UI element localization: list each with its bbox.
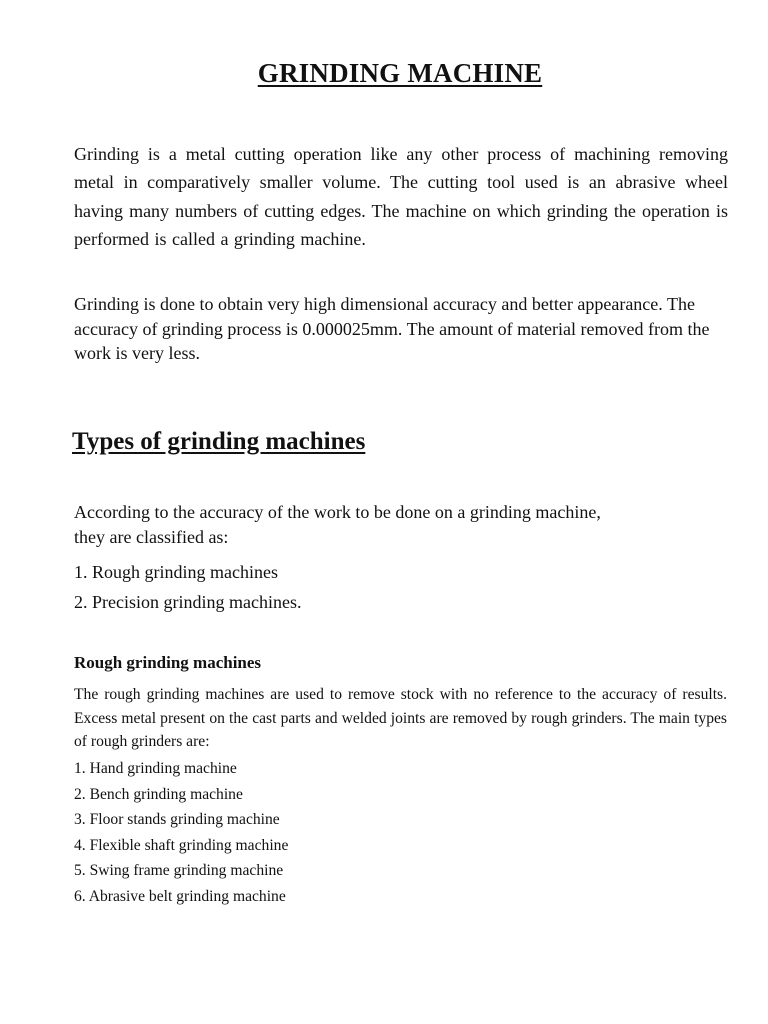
types-heading: Types of grinding machines <box>72 428 366 455</box>
accuracy-paragraph: Grinding is done to obtain very high dimensional accuracy and better appearance. The accuracy of grinding process is 0.000025mm. The amount of material removed from the work is very less. <box>74 294 710 364</box>
list-item: 2. Bench grinding machine <box>74 785 243 803</box>
rough-grinding-heading: Rough grinding machines <box>74 653 262 672</box>
rough-grinding-paragraph: The rough grinding machines are used to remove stock with no reference to the accuracy of results. Excess metal present on the cast parts and welded joints are removed by rough grinders. The main types of rough grinders are: <box>74 686 727 751</box>
types-intro-paragraph: According to the accuracy of the work to be done on a grinding machine, they are classified as: <box>74 502 601 547</box>
page-title: GRINDING MACHINE <box>257 58 543 88</box>
types-list <box>74 559 301 619</box>
list-item: 1. Hand grinding machine <box>74 760 237 777</box>
intro-paragraph: Grinding is a metal cutting operation like any other process of machining removing metal in comparatively smaller volume. The cutting tool used is an abrasive wheel having many numbers of cutting edges. The machine on which grinding the operation is performed is called a grinding machine. <box>74 144 728 249</box>
rough-grinders-list <box>74 758 288 912</box>
list-item: 5. Swing frame grinding machine <box>74 862 284 880</box>
list-item: 3. Floor stands grinding machine <box>74 811 280 829</box>
list-item: 4. Flexible shaft grinding machine <box>74 836 289 854</box>
list-item: 1. Rough grinding machines <box>74 562 278 582</box>
list-item: 2. Precision grinding machines. <box>74 592 302 612</box>
list-item: 6. Abrasive belt grinding machine <box>74 887 286 905</box>
